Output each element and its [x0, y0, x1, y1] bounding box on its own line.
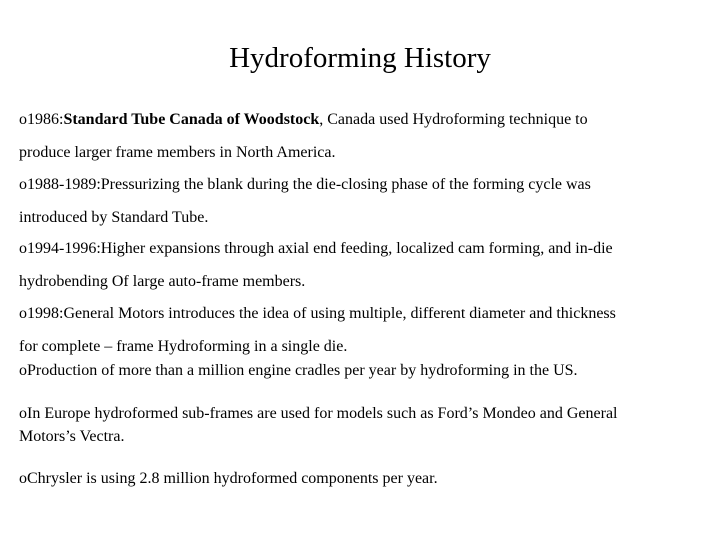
item-text: 1994-1996:Higher expansions through axial end feeding, localized cam forming, and in-die [27, 240, 613, 257]
history-item-europe [19, 402, 704, 448]
item-line [19, 169, 704, 202]
history-item-1998 [19, 298, 704, 363]
slide-title: Hydroforming History [229, 42, 491, 74]
history-item-1994 [19, 233, 704, 298]
item-text: Production of more than a million engine cradles per year by hydroforming in the US. [27, 362, 578, 379]
item-line-continued: produce larger frame members in North America. [19, 143, 336, 161]
item-line [19, 104, 704, 137]
bullet-marker: o [19, 111, 27, 128]
item-text: 1998:General Motors introduces the idea of using multiple, different diameter and thickness [27, 305, 616, 322]
bullet-marker: o [19, 305, 27, 322]
bullet-marker: o [19, 405, 27, 422]
bullet-marker: o [19, 362, 27, 379]
item-line [19, 233, 704, 266]
item-bold-text: Standard Tube Canada of Woodstock [63, 111, 320, 128]
bullet-marker: o [19, 176, 27, 193]
bullet-marker: o [19, 240, 27, 257]
bullet-marker: o [19, 470, 27, 487]
item-text: , Canada used Hydroforming technique to [319, 111, 588, 128]
item-line [19, 467, 704, 490]
item-line [19, 298, 704, 331]
history-item-1988 [19, 169, 704, 234]
item-line [19, 402, 704, 425]
item-line [19, 359, 704, 382]
history-item-1986 [19, 104, 704, 169]
item-line-continued: hydrobending Of large auto-frame members. [19, 272, 306, 290]
history-item-chrysler [19, 467, 704, 490]
item-text: 1988-1989:Pressurizing the blank during the die-closing phase of the forming cycle was [27, 176, 591, 193]
item-text: In Europe hydroformed sub-frames are used for models such as Ford’s Mondeo and General [27, 405, 618, 422]
item-line-continued: for complete – frame Hydroforming in a single die. [19, 337, 348, 355]
item-lead: 1986: [27, 111, 64, 128]
item-line-continued: introduced by Standard Tube. [19, 208, 209, 226]
item-text: Chrysler is using 2.8 million hydroformed components per year. [27, 470, 438, 487]
item-line-continued: Motors’s Vectra. [19, 428, 125, 445]
history-item-production [19, 359, 704, 382]
